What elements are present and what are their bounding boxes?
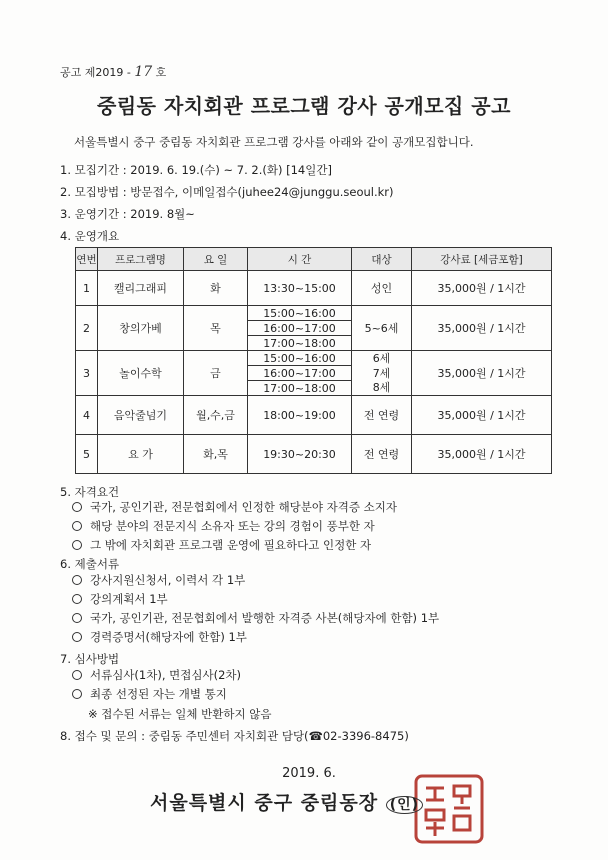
- row-day: 금: [184, 351, 248, 396]
- qualifications-list: [72, 498, 397, 555]
- row-time: 15:00~16:00: [248, 351, 352, 366]
- row-day: 월,수,금: [184, 396, 248, 435]
- section-operation-overview: 4. 운영개요: [60, 229, 120, 243]
- list-item-text: 해당 분야의 전문지식 소유자 또는 강의 경험이 풍부한 자: [90, 519, 375, 533]
- list-item-text: 경력증명서(해당자에 한함) 1부: [90, 630, 247, 644]
- section-recruit-period: 1. 모집기간 : 2019. 6. 19.(수) ~ 7. 2.(화) [14일간]: [60, 163, 332, 177]
- list-item: [72, 571, 439, 590]
- row-target: 6세: [352, 351, 412, 366]
- table-row: [76, 396, 552, 435]
- row-target: 8세: [352, 381, 412, 396]
- table-row: [76, 351, 552, 366]
- header-fee: 강사료 [세금포함]: [412, 248, 552, 271]
- notice-handwritten-number: 17: [134, 64, 153, 80]
- row-program: 놀이수학: [98, 351, 184, 396]
- row-time: 17:00~18:00: [248, 381, 352, 396]
- row-no: 3: [76, 351, 98, 396]
- circle-bullet-icon: [72, 540, 82, 550]
- row-day: 목: [184, 306, 248, 351]
- row-time: 16:00~17:00: [248, 366, 352, 381]
- header-time: 시 간: [248, 248, 352, 271]
- circle-bullet-icon: [72, 575, 82, 585]
- header-day: 요 일: [184, 248, 248, 271]
- page-title: 중림동 자치회관 프로그램 강사 공개모집 공고: [97, 94, 511, 118]
- documents-list: [72, 571, 439, 647]
- row-time: 15:00~16:00: [248, 306, 352, 321]
- list-item: [72, 609, 439, 628]
- section-recruit-method: 2. 모집방법 : 방문접수, 이메일접수(juhee24@junggu.seoul.kr): [60, 185, 394, 199]
- circle-bullet-icon: [72, 689, 82, 699]
- list-item-text: 최종 선정된 자는 개별 통지: [90, 687, 227, 701]
- list-item-text: 국가, 공인기관, 전문협회에서 인정한 해당분야 자격증 소지자: [90, 500, 397, 514]
- circle-bullet-icon: [72, 521, 82, 531]
- notice-suffix: 호: [155, 66, 167, 79]
- stamp-strokes: [416, 776, 482, 842]
- signature-block: [150, 788, 423, 815]
- row-day: 화,목: [184, 435, 248, 474]
- row-time: 16:00~17:00: [248, 321, 352, 336]
- row-time: 19:30~20:30: [248, 435, 352, 474]
- table-row: [76, 271, 552, 306]
- circle-bullet-icon: [72, 502, 82, 512]
- row-time: 18:00~19:00: [248, 396, 352, 435]
- row-fee: 35,000원 / 1시간: [412, 396, 552, 435]
- row-time: 17:00~18:00: [248, 336, 352, 351]
- list-item: [72, 498, 397, 517]
- section-contact: 8. 접수 및 문의 : 중림동 주민센터 자치회관 담당(☎02-3396-8475): [60, 729, 409, 743]
- header-program: 프로그램명: [98, 248, 184, 271]
- list-item: [72, 685, 241, 704]
- row-target: 전 연령: [352, 435, 412, 474]
- row-target: 5~6세: [352, 306, 412, 351]
- list-item: [72, 628, 439, 647]
- review-list: [72, 666, 241, 704]
- list-item: [72, 536, 397, 555]
- row-no: 1: [76, 271, 98, 306]
- row-program: 캘리그래피: [98, 271, 184, 306]
- circle-bullet-icon: [72, 613, 82, 623]
- table-row: [76, 306, 552, 321]
- header-target: 대상: [352, 248, 412, 271]
- row-target: 성인: [352, 271, 412, 306]
- row-no: 5: [76, 435, 98, 474]
- table-row: [76, 435, 552, 474]
- schedule-table: [75, 247, 552, 474]
- signature-text: 서울특별시 중구 중림동장: [150, 792, 379, 814]
- row-program: 창의가베: [98, 306, 184, 351]
- header-no: 연번: [76, 248, 98, 271]
- notice-prefix: 공고 제2019 -: [60, 66, 131, 79]
- row-fee: 35,000원 / 1시간: [412, 351, 552, 396]
- row-program: 요 가: [98, 435, 184, 474]
- list-item: [72, 590, 439, 609]
- list-item-text: 서류심사(1차), 면접심사(2차): [90, 668, 241, 682]
- row-target: 전 연령: [352, 396, 412, 435]
- row-program: 음악줄넘기: [98, 396, 184, 435]
- circle-bullet-icon: [72, 670, 82, 680]
- circle-bullet-icon: [72, 632, 82, 642]
- section-operation-period: 3. 운영기간 : 2019. 8월~: [60, 207, 195, 221]
- section-review-method: 7. 심사방법: [60, 652, 120, 666]
- review-note: ※ 접수된 서류는 일체 반환하지 않음: [88, 707, 272, 721]
- table-header-row: [76, 248, 552, 271]
- row-target: 7세: [352, 366, 412, 381]
- list-item-text: 그 밖에 자치회관 프로그램 운영에 필요하다고 인정한 자: [90, 538, 372, 552]
- row-fee: 35,000원 / 1시간: [412, 271, 552, 306]
- row-time: 13:30~15:00: [248, 271, 352, 306]
- list-item-text: 강사지원신청서, 이력서 각 1부: [90, 573, 246, 587]
- row-no: 4: [76, 396, 98, 435]
- section-qualifications: 5. 자격요건: [60, 485, 120, 499]
- list-item: [72, 517, 397, 536]
- intro-text: 서울특별시 중구 중림동 자치회관 프로그램 강사를 아래와 같이 공개모집합니다.: [74, 135, 474, 149]
- list-item: [72, 666, 241, 685]
- section-documents: 6. 제출서류: [60, 557, 120, 571]
- circle-bullet-icon: [72, 594, 82, 604]
- notice-number: [60, 64, 166, 80]
- list-item-text: 국가, 공인기관, 전문협회에서 발행한 자격증 사본(해당자에 한함) 1부: [90, 611, 440, 625]
- row-fee: 35,000원 / 1시간: [412, 435, 552, 474]
- row-fee: 35,000원 / 1시간: [412, 306, 552, 351]
- row-day: 화: [184, 271, 248, 306]
- seal-mark: (인): [386, 796, 423, 814]
- row-no: 2: [76, 306, 98, 351]
- list-item-text: 강의계획서 1부: [90, 592, 168, 606]
- notice-date: 2019. 6.: [282, 766, 336, 781]
